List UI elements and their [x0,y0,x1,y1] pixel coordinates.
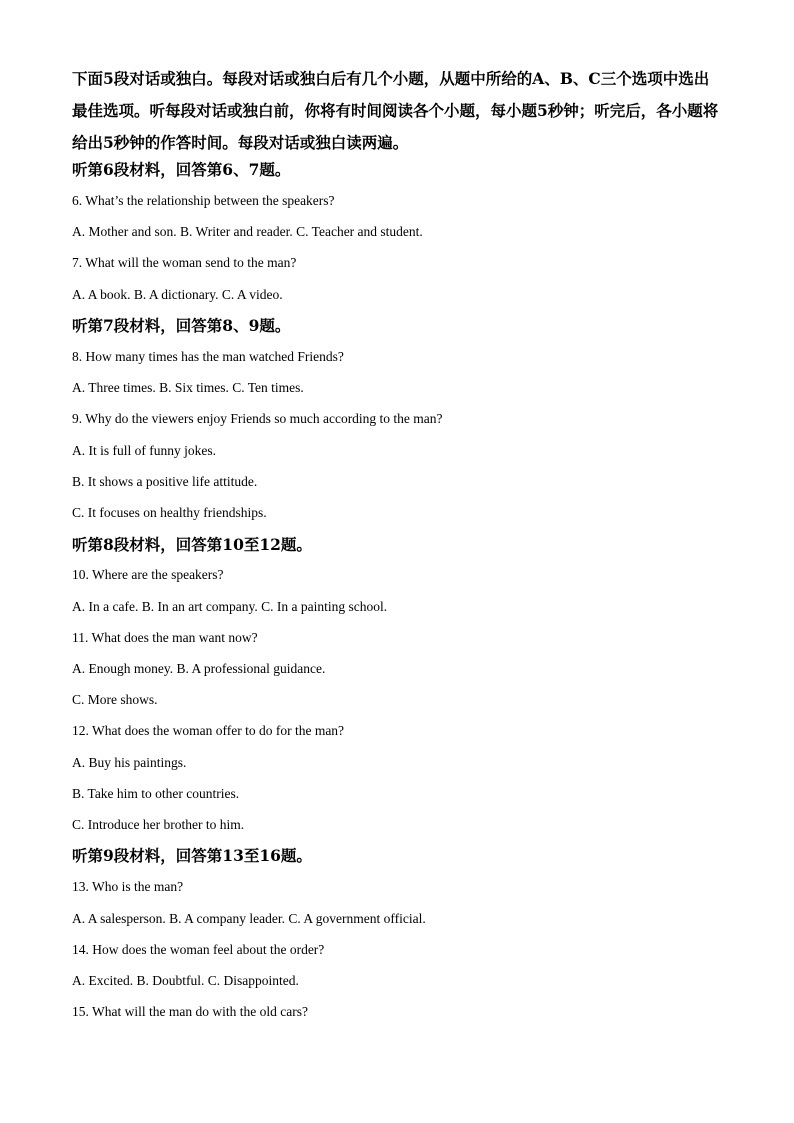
question-10-options: A. In a cafe. B. In an art company. C. In a painting school. [72,599,388,614]
section-heading-9: 听第9段材料，回答第13至16题。 [72,846,312,865]
question-9-option-b: B. It shows a positive life attitude. [72,474,258,489]
question-11-options-ab: A. Enough money. B. A professional guidance. [72,661,326,676]
question-6-options: A. Mother and son. B. Writer and reader. C. Teacher and student. [72,224,423,239]
question-12-option-a: A. Buy his paintings. [72,755,187,770]
listening-instructions: 下面5段对话或独白。每段对话或独白后有几个小题，从题中所给的A、B、C三个选项中选出最佳选项。听每段对话或独白前，你将有时间阅读各个小题，每小题5秒钟；听完后，各小题将给出5秒钟的作答时间。每段对话或独白读两遍。 [72,69,719,152]
question-8: 8. How many times has the man watched Friends? [72,349,344,364]
question-8-options: A. Three times. B. Six times. C. Ten times. [72,380,304,395]
section-heading-8: 听第8段材料，回答第10至12题。 [72,535,312,554]
question-14-options: A. Excited. B. Doubtful. C. Disappointed. [72,973,299,988]
question-11-option-c: C. More shows. [72,692,158,707]
question-12: 12. What does the woman offer to do for the man? [72,723,345,738]
question-10: 10. Where are the speakers? [72,567,224,582]
question-11: 11. What does the man want now? [72,630,258,645]
question-13-options: A. A salesperson. B. A company leader. C. A government official. [72,911,426,926]
question-6: 6. What’s the relationship between the speakers? [72,193,335,208]
question-7-options: A. A book. B. A dictionary. C. A video. [72,287,283,302]
question-15: 15. What will the man do with the old cars? [72,1004,308,1019]
question-9-option-a: A. It is full of funny jokes. [72,443,216,458]
question-14: 14. How does the woman feel about the order? [72,942,325,957]
question-12-option-c: C. Introduce her brother to him. [72,817,245,832]
question-13: 13. Who is the man? [72,879,184,894]
question-7: 7. What will the woman send to the man? [72,255,297,270]
section-heading-7: 听第7段材料，回答第8、9题。 [72,316,291,335]
question-9: 9. Why do the viewers enjoy Friends so much according to the man? [72,411,443,426]
question-9-option-c: C. It focuses on healthy friendships. [72,505,267,520]
section-heading-6: 听第6段材料，回答第6、7题。 [72,160,291,179]
question-12-option-b: B. Take him to other countries. [72,786,240,801]
